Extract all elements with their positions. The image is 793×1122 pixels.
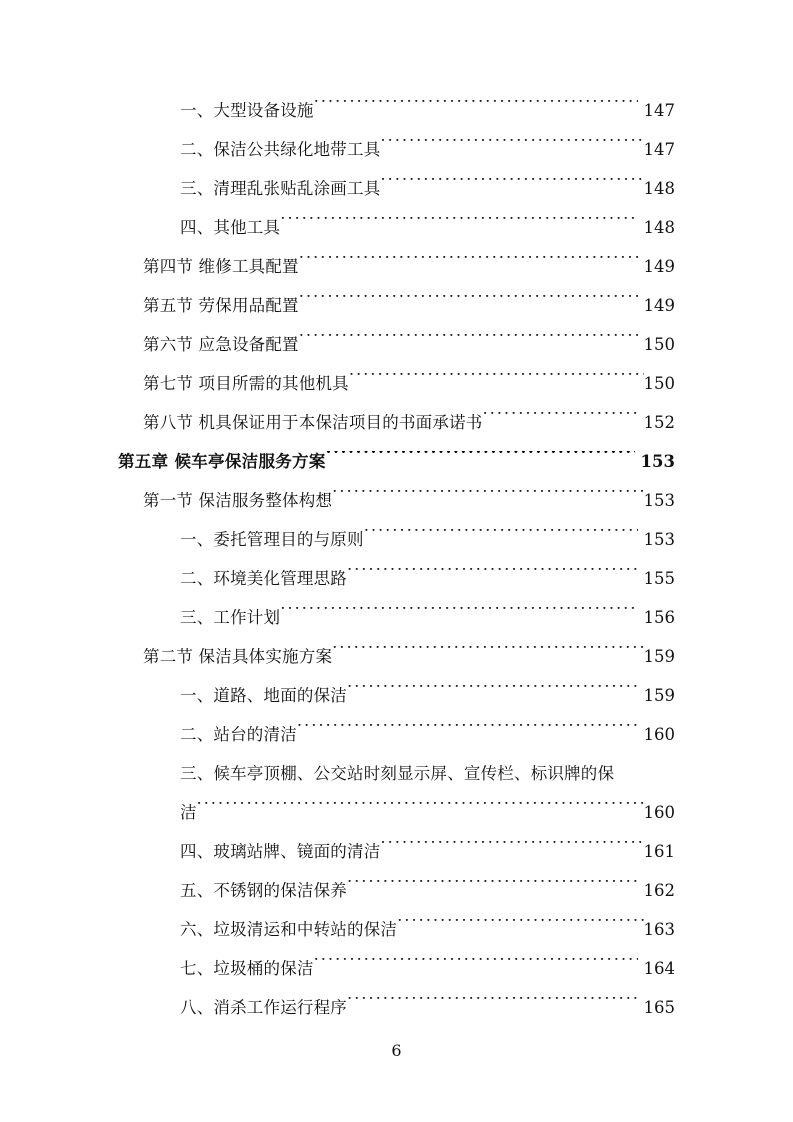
dot-leader xyxy=(347,880,638,897)
dot-leader xyxy=(280,217,637,234)
toc-entry-label: 一、道路、地面的保洁 xyxy=(180,686,347,705)
toc-entry-label: 第一节 保洁服务整体构想 xyxy=(143,491,333,510)
dot-leader xyxy=(299,295,638,312)
toc-entry[interactable] xyxy=(0,130,793,169)
toc-entry-label: 四、玻璃站牌、镜面的清洁 xyxy=(180,842,381,861)
dot-leader xyxy=(314,100,638,117)
toc-entry[interactable] xyxy=(0,286,793,325)
toc-entry-page-number: 164 xyxy=(643,959,675,978)
dot-leader xyxy=(299,256,638,273)
toc-entry-label: 第五节 劳保用品配置 xyxy=(143,296,299,315)
toc-entry-label: 六、垃圾清运和中转站的保洁 xyxy=(180,920,398,939)
toc-entry-page-number: 153 xyxy=(643,491,675,510)
toc-entry-label: 第八节 机具保证用于本保洁项目的书面承诺书 xyxy=(143,413,483,432)
toc-entry[interactable] xyxy=(0,910,793,949)
dot-leader xyxy=(380,178,643,195)
dot-leader xyxy=(280,607,637,624)
toc-entry-label: 一、大型设备设施 xyxy=(180,101,314,120)
toc-entry[interactable] xyxy=(0,676,793,715)
toc-entry-page-number: 149 xyxy=(643,257,675,276)
dot-leader xyxy=(297,724,638,741)
toc-entry-page-number: 159 xyxy=(643,647,675,666)
toc-entry-label: 第六节 应急设备配置 xyxy=(143,335,299,354)
toc-entry[interactable] xyxy=(0,715,793,754)
dot-leader xyxy=(314,958,638,975)
dot-leader xyxy=(364,529,638,546)
toc-entry-page-number: 160 xyxy=(643,725,675,744)
toc-entry-page-number: 153 xyxy=(643,530,675,549)
toc-entry[interactable] xyxy=(0,325,793,364)
toc-entry-page-number: 162 xyxy=(643,881,675,900)
toc-entry[interactable] xyxy=(0,520,793,559)
toc-entry-page-number: 148 xyxy=(643,218,675,237)
toc-entry[interactable] xyxy=(0,949,793,988)
toc-entry-page-number: 156 xyxy=(643,608,675,627)
toc-entry-label: 三、清理乱张贴乱涂画工具 xyxy=(180,179,381,198)
toc-entry-label: 一、委托管理目的与原则 xyxy=(180,530,364,549)
toc-entry-page-number: 152 xyxy=(643,413,675,432)
toc-entry-page-number: 153 xyxy=(640,452,675,471)
toc-entry-label: 二、保洁公共绿化地带工具 xyxy=(180,140,381,159)
toc-entry-label: 二、站台的清洁 xyxy=(180,725,297,744)
toc-entry-page-number: 147 xyxy=(643,140,675,159)
toc-entry-label: 第二节 保洁具体实施方案 xyxy=(143,647,333,666)
toc-entry[interactable] xyxy=(0,988,793,1027)
toc-entry-label: 八、消杀工作运行程序 xyxy=(180,998,347,1017)
toc-entry[interactable] xyxy=(0,208,793,247)
toc-entry-label: 二、环境美化管理思路 xyxy=(180,569,347,588)
toc-entry[interactable] xyxy=(0,169,793,208)
toc-entry-label: 三、候车亭顶棚、公交站时刻显示屏、宣传栏、标识牌的保 xyxy=(180,764,615,783)
dot-leader xyxy=(347,568,638,585)
page-number-footer: 6 xyxy=(391,1041,402,1060)
toc-entry-label: 第七节 项目所需的其他机具 xyxy=(143,374,349,393)
toc-entry[interactable] xyxy=(0,442,793,481)
toc-entry[interactable] xyxy=(0,247,793,286)
toc-entry-label: 三、工作计划 xyxy=(180,608,281,627)
dot-leader xyxy=(197,802,644,819)
toc-entry[interactable] xyxy=(0,754,793,832)
toc-entry-page-number: 160 xyxy=(643,803,675,822)
toc-entry-label: 四、其他工具 xyxy=(180,218,281,237)
toc-entry-page-number: 155 xyxy=(643,569,675,588)
toc-entry-label: 五、不锈钢的保洁保养 xyxy=(180,881,347,900)
dot-leader xyxy=(380,139,643,156)
dot-leader xyxy=(326,451,635,468)
toc-entry-page-number: 161 xyxy=(643,842,675,861)
toc-entry[interactable] xyxy=(0,364,793,403)
dot-leader xyxy=(349,373,644,390)
toc-entry-page-number: 150 xyxy=(643,335,675,354)
toc-entry-page-number: 163 xyxy=(643,920,675,939)
dot-leader xyxy=(332,490,643,507)
dot-leader xyxy=(299,334,638,351)
toc-entry-label: 七、垃圾桶的保洁 xyxy=(180,959,314,978)
toc-entry-label: 第四节 维修工具配置 xyxy=(143,257,299,276)
dot-leader xyxy=(332,646,643,663)
toc-entry-page-number: 165 xyxy=(643,998,675,1017)
dot-leader xyxy=(397,919,643,936)
table-of-contents xyxy=(0,91,793,1027)
toc-entry-label-continued: 洁 xyxy=(180,803,197,822)
toc-entry[interactable] xyxy=(0,637,793,676)
toc-entry-page-number: 159 xyxy=(643,686,675,705)
toc-entry[interactable] xyxy=(0,481,793,520)
toc-entry[interactable] xyxy=(0,403,793,442)
dot-leader xyxy=(347,685,638,702)
toc-entry-page-number: 148 xyxy=(643,179,675,198)
dot-leader xyxy=(347,997,638,1014)
toc-entry-page-number: 150 xyxy=(643,374,675,393)
dot-leader xyxy=(482,412,637,429)
toc-entry-label: 第五章 候车亭保洁服务方案 xyxy=(118,452,326,471)
toc-entry[interactable] xyxy=(0,559,793,598)
toc-entry[interactable] xyxy=(0,91,793,130)
dot-leader xyxy=(380,841,643,858)
toc-entry[interactable] xyxy=(0,598,793,637)
toc-entry-page-number: 149 xyxy=(643,296,675,315)
toc-entry-page-number: 147 xyxy=(643,101,675,120)
toc-entry[interactable] xyxy=(0,832,793,871)
toc-entry[interactable] xyxy=(0,871,793,910)
